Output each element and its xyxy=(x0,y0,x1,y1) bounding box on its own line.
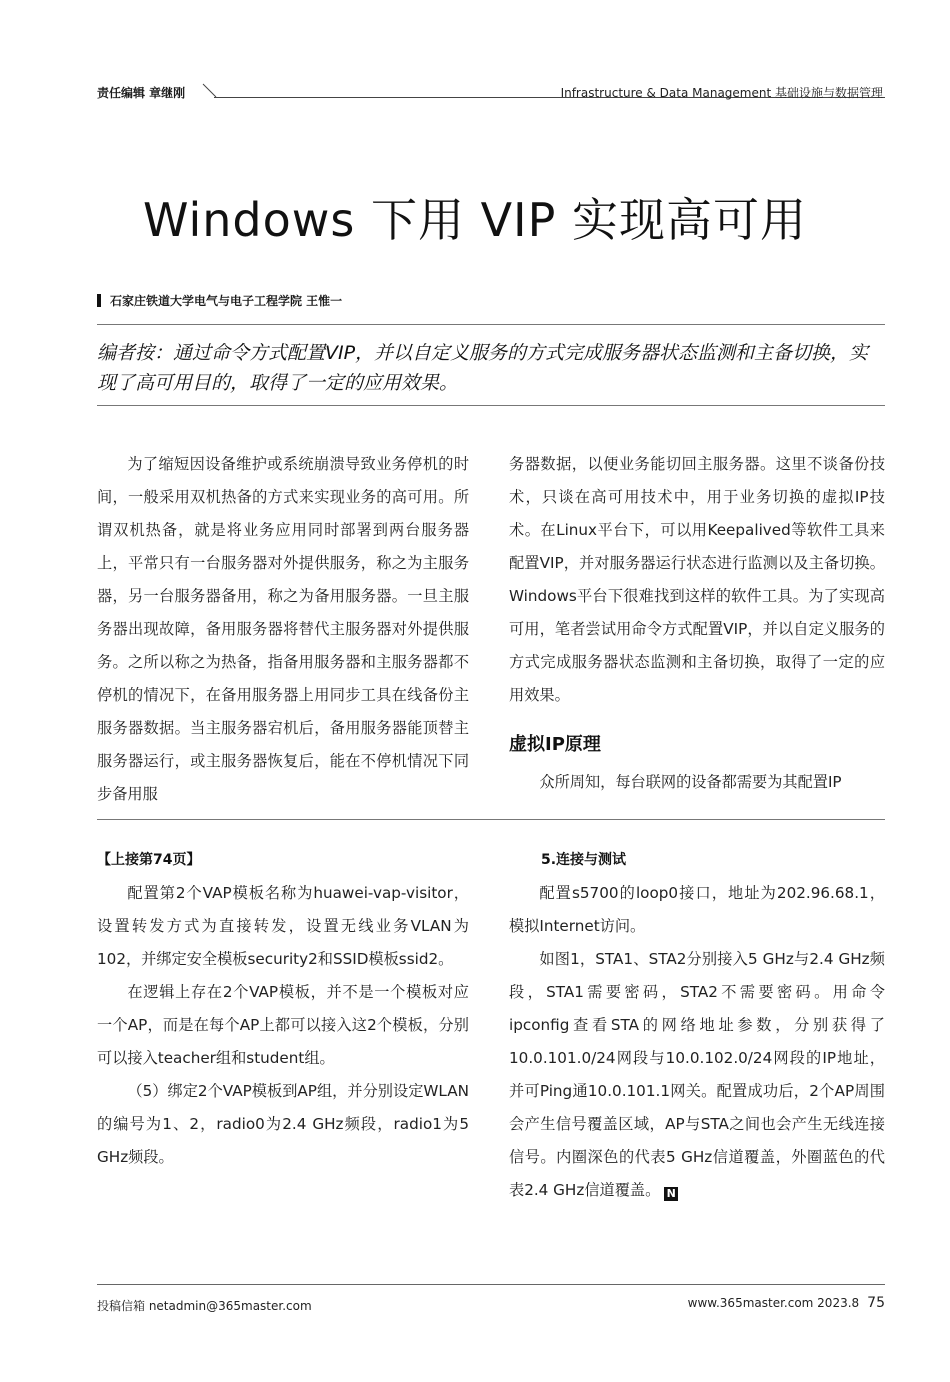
footer-info xyxy=(688,1295,885,1311)
submission-email: 投稿信箱 netadmin@365master.com xyxy=(97,1299,312,1313)
note-rule-top xyxy=(97,324,885,325)
footer-rule xyxy=(97,1284,885,1285)
paragraph: 配置第2个VAP模板名称为huawei-vap-visitor，设置转发方式为直接转发，设置无线业务VLAN为102，并绑定安全模板security2和SSID模板ssid2。 xyxy=(97,884,469,968)
body-column-1 xyxy=(97,448,469,811)
section-heading: 虚拟IP原理 xyxy=(509,734,601,755)
body-column-2 xyxy=(509,448,885,799)
article-author: 石家庄铁道大学电气与电子工程学院 王惟一 xyxy=(110,294,343,308)
subsection-heading: 5.连接与测试 xyxy=(541,852,627,868)
paragraph: 务器数据，以便业务能切回主服务器。这里不谈备份技术，只谈在高可用技术中，用于业务切换的虚拟IP技术。在Linux平台下，可以用Keepalived等软件工具来配置VIP，并对服务器运行状态进行监测以及主备切换。Windows平台下很难找到这样的软件工具。为了实现高可用，笔者尝试用命令方式配置VIP，并以自定义服务的方式完成服务器状态监测和主备切换，取得了一定的应用效果。 xyxy=(509,455,885,704)
continued-from-label: 【上接第74页】 xyxy=(97,852,201,868)
paragraph-with-endmark xyxy=(509,943,885,1207)
article-title: Windows 下用 VIP 实现高可用 xyxy=(143,193,807,247)
paragraph: 在逻辑上存在2个VAP模板，并不是一个模板对应一个AP，而是在每个AP上都可以接入这2个模板，分别可以接入teacher组和student组。 xyxy=(97,983,469,1067)
continuation-rule xyxy=(97,819,885,820)
author-marker xyxy=(97,294,101,307)
note-rule-bottom xyxy=(97,405,885,406)
editor-note: 编者按：通过命令方式配置VIP，并以自定义服务的方式完成服务器状态监测和主备切换，实现了高可用目的，取得了一定的应用效果。 xyxy=(97,342,869,394)
paragraph: 众所周知，每台联网的设备都需要为其配置IP xyxy=(539,773,842,791)
paragraph: 为了缩短因设备维护或系统崩溃导致业务停机的时间，一般采用双机热备的方式来实现业务的高可用。所谓双机热备，就是将业务应用同时部署到两台服务器上，平常只有一台服务器对外提供服务，称之为主服务器，另一台服务器备用，称之为备用服务器。一旦主服务器出现故障，备用服务器将替代主服务器对外提供服务。之所以称之为热备，指备用服务器和主服务器都不停机的情况下，在备用服务器上用同步工具在线备份主服务器数据。当主服务器宕机后，备用服务器能顶替主服务器运行，或主服务器恢复后，能在不停机情况下同步备用服 xyxy=(97,455,469,803)
page-number: 75 xyxy=(867,1295,885,1311)
section-editor: 责任编辑 章继刚 xyxy=(97,86,186,100)
website-issue: www.365master.com 2023.8 xyxy=(687,1296,860,1310)
continued-column-2 xyxy=(509,844,885,1207)
paragraph: 配置s5700的loop0接口，地址为202.96.68.1，模拟Internet访问。 xyxy=(509,884,885,935)
continued-column-1 xyxy=(97,844,469,1174)
end-mark-icon: N xyxy=(664,1187,678,1201)
section-title: Infrastructure & Data Management 基础设施与数据管理 xyxy=(560,86,883,100)
paragraph: （5）绑定2个VAP模板到AP组，并分别设定WLAN的编号为1、2，radio0为2.4 GHz频段，radio1为5 GHz频段。 xyxy=(97,1082,469,1166)
paragraph-text: 如图1，STA1、STA2分别接入5 GHz与2.4 GHz频段，STA1需要密码，STA2不需要密码。用命令ipconfig查看STA的网络地址参数，分别获得了10.0.101.0/24网段与10.0.102.0/24网段的IP地址，并可Ping通10.0.101.1网关。配置成功后，2个AP周围会产生信号覆盖区域，AP与STA之间也会产生无线连接信号。内圈深色的代表5 GHz信道覆盖，外圈蓝色的代表2.4 GHz信道覆盖。 xyxy=(509,950,885,1199)
